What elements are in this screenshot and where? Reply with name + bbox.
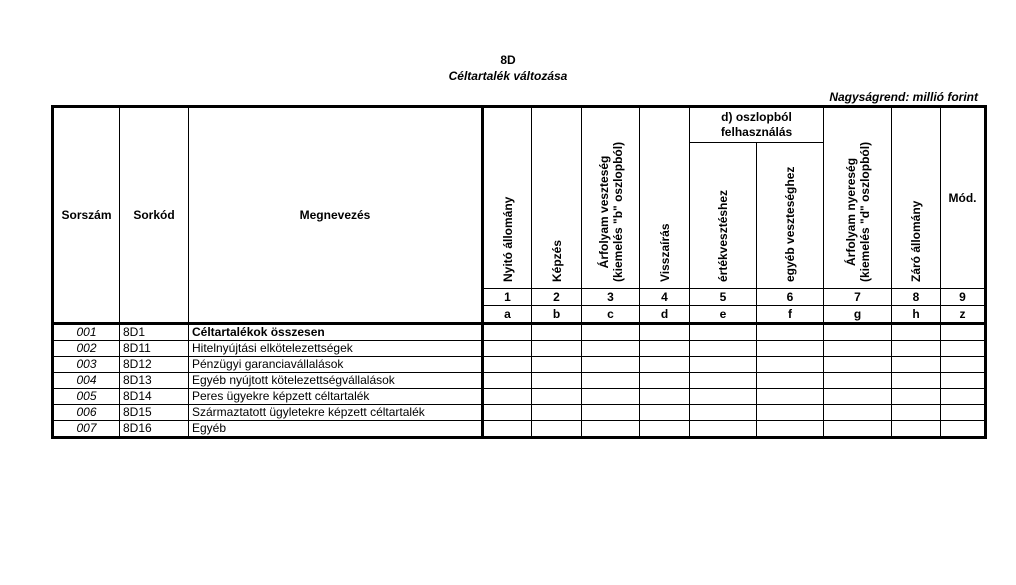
table-row	[53, 373, 986, 389]
unit-note: Nagyságrend: millió forint	[829, 90, 978, 104]
value-cell[interactable]	[757, 373, 824, 389]
col-header-ertekvesztes: értékvesztéshez	[690, 143, 757, 289]
value-cell[interactable]	[824, 324, 892, 341]
value-cell[interactable]	[582, 421, 640, 438]
col-number: 5	[690, 289, 757, 306]
row-code: 8D14	[120, 389, 189, 405]
col-letter: z	[941, 306, 986, 324]
col-letter: e	[690, 306, 757, 324]
row-code: 8D15	[120, 405, 189, 421]
row-sequence: 006	[53, 405, 120, 421]
row-sequence: 005	[53, 389, 120, 405]
value-cell[interactable]	[640, 324, 690, 341]
row-name: Peres ügyekre képzett céltartalék	[189, 389, 483, 405]
col-header-zaro: Záró állomány	[892, 107, 941, 289]
value-cell[interactable]	[757, 389, 824, 405]
value-cell[interactable]	[640, 389, 690, 405]
col-header-kepzes: Képzés	[532, 107, 582, 289]
col-header-sorszam: Sorszám	[53, 107, 120, 324]
col-number: 8	[892, 289, 941, 306]
col-number: 2	[532, 289, 582, 306]
col-number: 7	[824, 289, 892, 306]
row-code: 8D11	[120, 341, 189, 357]
value-cell[interactable]	[532, 324, 582, 341]
value-cell[interactable]	[532, 405, 582, 421]
col-header-nyito: Nyitó állomány	[483, 107, 532, 289]
col-letter: d	[640, 306, 690, 324]
col-header-sorkod: Sorkód	[120, 107, 189, 324]
value-cell[interactable]	[941, 373, 986, 389]
value-cell[interactable]	[582, 389, 640, 405]
table-row	[53, 324, 986, 341]
value-cell[interactable]	[941, 405, 986, 421]
value-cell[interactable]	[640, 405, 690, 421]
row-code: 8D16	[120, 421, 189, 438]
value-cell[interactable]	[757, 324, 824, 341]
col-header-visszairas: Visszaírás	[640, 107, 690, 289]
value-cell[interactable]	[824, 421, 892, 438]
value-cell[interactable]	[640, 373, 690, 389]
col-header-egyeb-veszteseg: egyéb veszteséghez	[757, 143, 824, 289]
value-cell[interactable]	[824, 357, 892, 373]
value-cell[interactable]	[941, 421, 986, 438]
col-number: 1	[483, 289, 532, 306]
value-cell[interactable]	[640, 341, 690, 357]
row-name: Egyéb	[189, 421, 483, 438]
col-header-megnevezes: Megnevezés	[189, 107, 483, 324]
col-letter: a	[483, 306, 532, 324]
col-letter: b	[532, 306, 582, 324]
table-row	[53, 389, 986, 405]
col-letter: g	[824, 306, 892, 324]
row-name: Pénzügyi garanciavállalások	[189, 357, 483, 373]
value-cell[interactable]	[532, 389, 582, 405]
table-code: 8D	[500, 53, 516, 67]
value-cell[interactable]	[690, 341, 757, 357]
table-row	[53, 421, 986, 438]
value-cell[interactable]	[483, 357, 532, 373]
value-cell[interactable]	[892, 341, 941, 357]
table-row	[53, 341, 986, 357]
value-cell[interactable]	[892, 373, 941, 389]
table-row	[53, 357, 986, 373]
value-cell[interactable]	[532, 421, 582, 438]
value-cell[interactable]	[824, 341, 892, 357]
row-code: 8D12	[120, 357, 189, 373]
value-cell[interactable]	[824, 405, 892, 421]
value-cell[interactable]	[757, 405, 824, 421]
value-cell[interactable]	[640, 357, 690, 373]
value-cell[interactable]	[483, 324, 532, 341]
row-name: Hitelnyújtási elkötelezettségek	[189, 341, 483, 357]
col-group-felhasznalas: d) oszlopból felhasználás	[690, 107, 824, 143]
value-cell[interactable]	[582, 405, 640, 421]
value-cell[interactable]	[757, 357, 824, 373]
value-cell[interactable]	[483, 405, 532, 421]
value-cell[interactable]	[941, 324, 986, 341]
col-number: 3	[582, 289, 640, 306]
value-cell[interactable]	[690, 421, 757, 438]
value-cell[interactable]	[757, 421, 824, 438]
value-cell[interactable]	[690, 405, 757, 421]
value-cell[interactable]	[483, 389, 532, 405]
value-cell[interactable]	[690, 373, 757, 389]
row-sequence: 004	[53, 373, 120, 389]
value-cell[interactable]	[532, 341, 582, 357]
provision-table	[51, 105, 987, 439]
value-cell[interactable]	[582, 357, 640, 373]
col-letter: h	[892, 306, 941, 324]
value-cell[interactable]	[532, 373, 582, 389]
col-letter: c	[582, 306, 640, 324]
value-cell[interactable]	[824, 389, 892, 405]
row-sequence: 007	[53, 421, 120, 438]
value-cell[interactable]	[941, 341, 986, 357]
col-header-arfolyam-nyereseg: Árfolyam nyereség (kiemelés "d" oszlopból)	[824, 107, 892, 289]
row-code: 8D1	[120, 324, 189, 341]
value-cell[interactable]	[941, 389, 986, 405]
row-sequence: 001	[53, 324, 120, 341]
value-cell[interactable]	[582, 341, 640, 357]
value-cell[interactable]	[757, 341, 824, 357]
row-name: Származtatott ügyletekre képzett céltartalék	[189, 405, 483, 421]
value-cell[interactable]	[892, 324, 941, 341]
value-cell[interactable]	[690, 357, 757, 373]
row-sequence: 002	[53, 341, 120, 357]
col-number: 6	[757, 289, 824, 306]
col-number: 4	[640, 289, 690, 306]
value-cell[interactable]	[941, 357, 986, 373]
value-cell[interactable]	[483, 373, 532, 389]
value-cell[interactable]	[824, 373, 892, 389]
value-cell[interactable]	[532, 357, 582, 373]
value-cell[interactable]	[483, 421, 532, 438]
value-cell[interactable]	[483, 341, 532, 357]
col-header-arfolyam-veszteseg: Árfolyam veszteség (kiemelés "b" oszlopból)	[582, 107, 640, 289]
table-row	[53, 405, 986, 421]
col-header-mod: Mód.	[941, 107, 986, 289]
row-name: Egyéb nyújtott kötelezettségvállalások	[189, 373, 483, 389]
value-cell[interactable]	[640, 421, 690, 438]
value-cell[interactable]	[892, 405, 941, 421]
value-cell[interactable]	[892, 389, 941, 405]
value-cell[interactable]	[690, 324, 757, 341]
value-cell[interactable]	[892, 421, 941, 438]
row-code: 8D13	[120, 373, 189, 389]
value-cell[interactable]	[892, 357, 941, 373]
page-title: Céltartalék változása	[448, 69, 568, 83]
value-cell[interactable]	[582, 324, 640, 341]
value-cell[interactable]	[690, 389, 757, 405]
col-letter: f	[757, 306, 824, 324]
col-number: 9	[941, 289, 986, 306]
row-name: Céltartalékok összesen	[189, 324, 483, 341]
row-sequence: 003	[53, 357, 120, 373]
value-cell[interactable]	[582, 373, 640, 389]
